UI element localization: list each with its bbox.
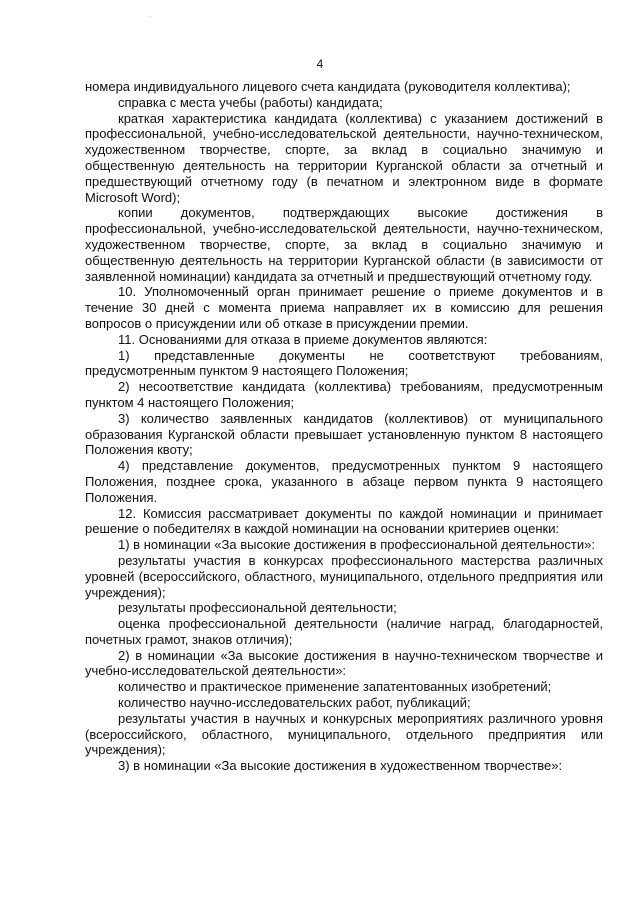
- paragraph: 11. Основаниями для отказа в приеме документов являются:: [118, 331, 488, 347]
- paragraph: результаты профессиональной деятельности;: [118, 600, 397, 616]
- paragraph: 2) в номинации «За высокие достижения в научно-техническом творчестве и учебно-исследовательской деятельности»:: [85, 647, 603, 679]
- paragraph: 4) представление документов, предусмотренных пунктом 9 настоящего Положения, позднее срока, указанного в абзаце первом пункта 9 настоящего Положения.: [85, 458, 603, 505]
- paragraph: 2) несоответствие кандидата (коллектива) требованиям, предусмотренным пунктом 4 настоящего Положения;: [85, 379, 603, 410]
- paragraph: справка с места учебы (работы) кандидата;: [118, 94, 383, 110]
- page-number: 4: [316, 57, 324, 71]
- paragraph: 12. Комиссия рассматривает документы по каждой номинации и принимает решение о победителях в каждой номинации на основании критериев оценки:: [85, 505, 603, 537]
- paragraph: 3) в номинации «За высокие достижения в художественном творчестве»:: [118, 758, 563, 774]
- scan-speck: [150, 16, 151, 17]
- document-body: [85, 79, 603, 774]
- paragraph: оценка профессиональной деятельности (наличие наград, благодарностей, почетных грамот, знаков отличия);: [85, 616, 603, 647]
- paragraph: 1) представленные документы не соответствуют требованиям, предусмотренным пунктом 9 настоящего Положения;: [85, 347, 603, 379]
- paragraph: количество научно-исследовательских работ, публикаций;: [118, 695, 471, 711]
- paragraph: 3) количество заявленных кандидатов (коллективов) от муниципального образования Курганской области превышает установленную пунктом 8 настоящего Положения квоту;: [85, 410, 603, 458]
- paragraph: результаты участия в конкурсах профессионального мастерства различных уровней (всероссийского, областного, муниципального, отдельного предприятия или учреждения);: [85, 552, 603, 600]
- paragraph: 1) в номинации «За высокие достижения в профессиональной деятельности»:: [118, 537, 595, 553]
- paragraph: 10. Уполномоченный орган принимает решение о приеме документов и в течение 30 дней с момента приема направляет их в комиссию для решения вопросов о присуждении или об отказе в присуждении премии.: [85, 284, 603, 331]
- paragraph: номера индивидуального лицевого счета кандидата (руководителя коллектива);: [85, 79, 571, 94]
- paragraph: копии документов, подтверждающих высокие достижения в профессиональной, учебно-исследовательской деятельности, научно-техническом, художественном творчестве, спорте, за вклад в социально значимую и общественную деятельность на территории Курганской области (в зависимости от заявленной номинации) кандидата за отчетный и предшествующий отчетному году.: [85, 205, 603, 284]
- paragraph: результаты участия в научных и конкурсных мероприятиях различного уровня (всероссийского, областного, муниципального, отдельного предприятия или учреждения);: [85, 710, 603, 758]
- paragraph: количество и практическое применение запатентованных изобретений;: [118, 679, 552, 695]
- paragraph: краткая характеристика кандидата (коллектива) с указанием достижений в профессиональной, учебно-исследовательской деятельности, научно-техническом, художественном творчестве, спорте, за вклад в социально значимую и общественную деятельность на территории Курганской области за отчетный и предшествующий отчетному году (в печатном и электронном виде в формате Microsoft Word);: [85, 110, 603, 205]
